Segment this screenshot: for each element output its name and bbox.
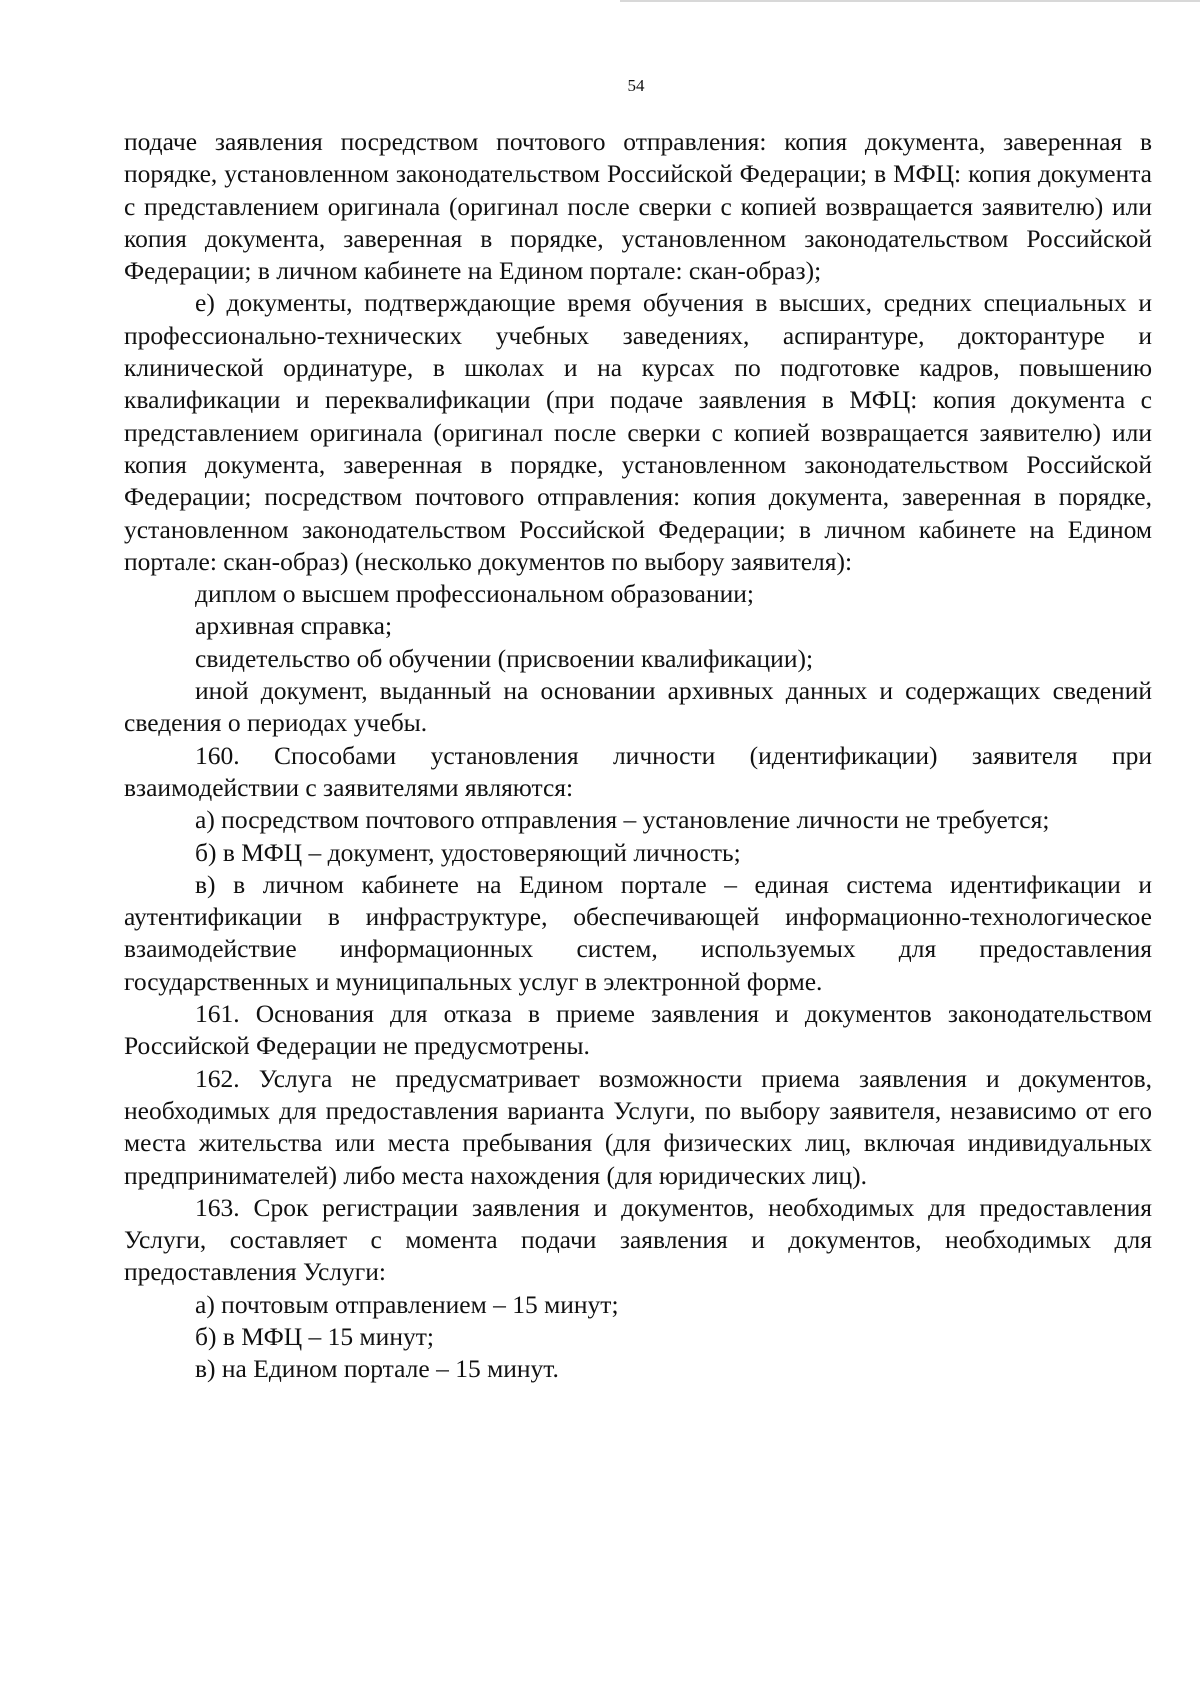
paragraph-161: 161. Основания для отказа в приеме заявления и документов законодательством Российской Федерации не предусмотрены. — [124, 999, 1152, 1061]
paragraph-160-b: б) в МФЦ – документ, удостоверяющий личность; — [195, 837, 741, 867]
list-item-other-document: иной документ, выданный на основании архивных данных и содержащих сведений сведения о периодах учебы. — [124, 676, 1152, 738]
paragraph-continuation: подаче заявления посредством почтового отправления: копия документа, заверенная в порядке, установленном законодательством Российской Федерации; в МФЦ: копия документа с представлением оригинала (оригинал после сверки с копией возвращается заявителю) или копия документа, заверенная в порядке, установленном законодательством Российской Федерации; в личном кабинете на Едином портале: скан-образ); — [124, 127, 1152, 286]
list-item-archive-certificate: архивная справка; — [195, 611, 393, 641]
paragraph-163-v: в) на Едином портале – 15 минут. — [195, 1354, 559, 1384]
paragraph-162: 162. Услуга не предусматривает возможности приема заявления и документов, необходимых для предоставления варианта Услуги, по выбору заявителя, независимо от его места жительства или места пребывания (для физических лиц, включая индивидуальных предпринимателей) либо места нахождения (для юридических лиц). — [124, 1063, 1152, 1190]
scan-edge-line — [620, 0, 1200, 2]
paragraph-item-e: е) документы, подтверждающие время обучения в высших, средних специальных и профессионально-технических учебных заведениях, аспирантуре, докторантуре и клинической ординатуре, в школах и на курсах по подготовке кадров, повышению квалификации и переквалификации (при подаче заявления в МФЦ: копия документа с представлением оригинала (оригинал после сверки с копией возвращается заявителю) или копия документа, заверенная в порядке, установленном законодательством Российской Федерации; посредством почтового отправления: копия документа, заверенная в порядке, установленном законодательством Российской Федерации; в личном кабинете на Едином портале: скан-образ) (несколько документов по выбору заявителя): — [124, 288, 1152, 576]
paragraph-163-b: б) в МФЦ – 15 минут; — [195, 1321, 434, 1351]
list-item-training-certificate: свидетельство об обучении (присвоении квалификации); — [195, 643, 814, 673]
list-item-diploma: диплом о высшем профессиональном образовании; — [195, 579, 754, 609]
paragraph-160-a: а) посредством почтового отправления – установление личности не требуется; — [195, 805, 1050, 835]
paragraph-163: 163. Срок регистрации заявления и документов, необходимых для предоставления Услуги, составляет с момента подачи заявления и документов, необходимых для предоставления Услуги: — [124, 1192, 1152, 1287]
paragraph-163-a: а) почтовым отправлением – 15 минут; — [195, 1289, 619, 1319]
paragraph-160: 160. Способами установления личности (идентификации) заявителя при взаимодействии с заявителями являются: — [124, 740, 1152, 802]
paragraph-160-v: в) в личном кабинете на Едином портале – единая система идентификации и аутентификации в инфраструктуре, обеспечивающей информационно-технологическое взаимодействие информационных систем, используемых для предоставления государственных и муниципальных услуг в электронной форме. — [124, 869, 1152, 996]
document-body — [124, 126, 1152, 1386]
page-number: 54 — [627, 76, 645, 95]
